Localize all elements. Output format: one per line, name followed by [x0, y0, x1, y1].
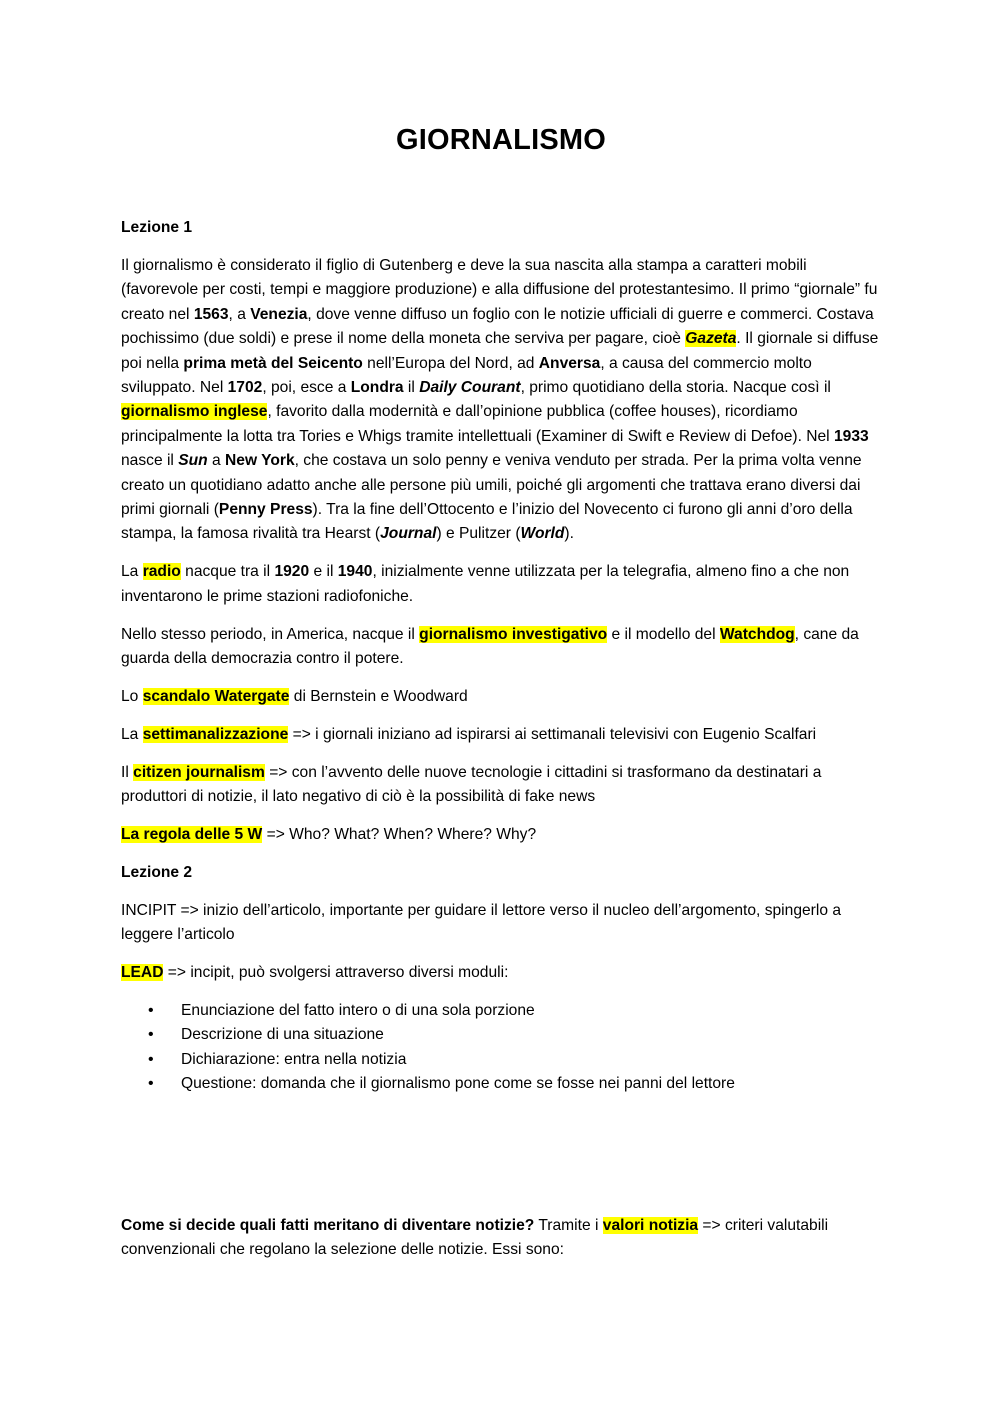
bold-italic-run: Sun [178, 452, 208, 470]
paragraph-citizen-journalism [121, 761, 881, 810]
bold-run: prima metà del Seicento [183, 354, 363, 372]
text-run: nell’Europa del Nord, ad [362, 354, 539, 372]
text-run: La [121, 725, 143, 743]
highlighted-term: LEAD [121, 964, 164, 982]
text-run: , inizialmente venne utilizzata per la telegrafia, almeno fino a che non inventarono le prime stazioni radiofoniche. [121, 563, 850, 605]
text-run: Lo [121, 687, 143, 705]
paragraph-settimanalizzazione [121, 723, 881, 747]
bold-italic-run: Journal [380, 525, 437, 543]
highlighted-term: La regola delle 5 W [121, 826, 263, 844]
highlighted-term: scandalo Watergate [142, 687, 290, 705]
highlighted-term: giornalismo investigativo [419, 625, 608, 643]
highlighted-term: radio [142, 563, 181, 581]
text-run: nasce il [121, 452, 179, 470]
list-item: • Descrizione di una situazione [121, 1023, 881, 1047]
paragraph-radio [121, 560, 881, 609]
text-run: => con l’avvento delle nuove tecnologie i cittadini si trasformano da destinatari a produttori di notizie, il lato negativo di ciò è la possibilità di fake news [121, 763, 822, 806]
text-run: , poi, esce a [262, 378, 351, 396]
text-run: , cane da guarda della democrazia contro il potere. [121, 625, 859, 667]
bold-italic-run: Daily Courant [419, 378, 521, 396]
paragraph-lead [121, 961, 881, 985]
text-run: ). Tra la fine dell’Ottocento e l’inizio del Novecento ci furono gli anni d’oro della stampa, la famosa rivalità tra Hearst ( [121, 500, 853, 543]
bold-run: 1702 [227, 378, 263, 396]
text-run: nacque tra il [180, 563, 275, 581]
bold-run: 1933 [833, 427, 869, 445]
list-item: • Questione: domanda che il giornalismo pone come se fosse nei panni del lettore [121, 1072, 881, 1096]
text-run: Il [121, 763, 134, 781]
text-run: Il giornalismo è considerato il figlio di Gutenberg e deve la sua nascita alla stampa a caratteri mobili (favorevole per costi, tempi e maggiore produzione) e alla diffusione del protestantesimo. Il primo “giornale” fu creato nel [121, 256, 878, 323]
document-body [121, 216, 881, 1276]
highlighted-term: giornalismo inglese [121, 403, 268, 421]
text-run: il [403, 378, 420, 396]
text-run: => criteri valutabili convenzionali che regolano la selezione delle notizie. Essi sono: [121, 1216, 829, 1259]
text-run: , che costava un solo penny e veniva venduto per strada. Per la prima volta venne creato un quotidiano adatto anche alle persone più umili, poiché gli argomenti che trattava erano diversi dai primi giornali ( [121, 452, 862, 518]
bold-run: Venezia [250, 305, 308, 323]
bold-run: 1940 [337, 563, 373, 581]
text-run: e il modello del [607, 625, 720, 643]
bold-run: 1920 [274, 563, 310, 581]
paragraph-watergate [121, 685, 881, 709]
lead-modules-list [121, 999, 881, 1097]
text-run: , primo quotidiano della storia. Nacque così il [520, 378, 831, 396]
page-title: GIORNALISMO [395, 124, 607, 156]
highlighted-term: Watchdog [719, 625, 795, 643]
list-item: • Dichiarazione: entra nella notizia [121, 1048, 881, 1072]
heading-text: Lezione 2 [121, 863, 193, 881]
text-run: La [121, 563, 143, 581]
bold-run: Londra [350, 378, 404, 396]
text-run: a [207, 452, 226, 470]
heading-text: Lezione 1 [121, 219, 193, 236]
text-run: , dove venne diffuso un foglio con le notizie ufficiali di guerre e commerci. Costava pochissimo (due soldi) e prese il nome della moneta che serviva per pagare, cioè [121, 305, 874, 348]
bold-run: Anversa [538, 354, 601, 372]
highlighted-term: valori notizia [602, 1216, 699, 1234]
text-run: Tramite i [534, 1216, 603, 1234]
paragraph-investigative [121, 623, 881, 672]
blank-space [121, 1097, 881, 1214]
bold-run: 1563 [193, 305, 229, 323]
text-run: , a causa del commercio molto sviluppato. Nel [121, 354, 812, 396]
section-heading-lezione-1 [121, 216, 881, 240]
text-run: => incipit, può svolgersi attraverso diversi moduli: [163, 964, 509, 982]
text-run: => Who? What? When? Where? Why? [262, 826, 537, 844]
bold-run: New York [225, 452, 295, 470]
paragraph-5w [121, 823, 881, 847]
highlighted-term: citizen journalism [133, 763, 265, 781]
text-run: di Bernstein e Woodward [289, 687, 468, 705]
paragraph-valori-notizia [121, 1214, 881, 1263]
text-run: , favorito dalla modernità e dall’opinione pubblica (coffee houses), ricordiamo principalmente la lotta tra Tories e Whigs tramite intellettuali (Examiner di Swift e Review di Defoe). Nel [121, 403, 834, 445]
text-run: Nello stesso periodo, in America, nacque il [121, 625, 420, 643]
highlighted-term: settimanalizzazione [142, 725, 289, 743]
highlighted-term: Gazeta [685, 330, 737, 348]
bold-run: Come si decide quali fatti meritano di diventare notizie? [121, 1216, 535, 1234]
bold-run: Penny Press [218, 500, 313, 518]
text-run: e il [309, 563, 338, 581]
bold-italic-run: World [520, 525, 565, 543]
text-run: => i giornali iniziano ad ispirarsi ai settimanali televisivi con Eugenio Scalfari [288, 725, 817, 743]
list-item: • Enunciazione del fatto intero o di una sola porzione [121, 999, 881, 1023]
text-run: ). [564, 525, 574, 543]
text-run: , a [228, 305, 251, 323]
paragraph-incipit: INCIPIT => inizio dell’articolo, importante per guidare il lettore verso il nucleo dell’argomento, spingerlo a leggere l’articolo [121, 901, 841, 944]
paragraph-history [121, 254, 881, 547]
text-run: . Il giornale si diffuse poi nella [121, 330, 879, 372]
section-heading-lezione-2 [121, 861, 881, 885]
text-run: ) e Pulitzer ( [436, 525, 521, 543]
